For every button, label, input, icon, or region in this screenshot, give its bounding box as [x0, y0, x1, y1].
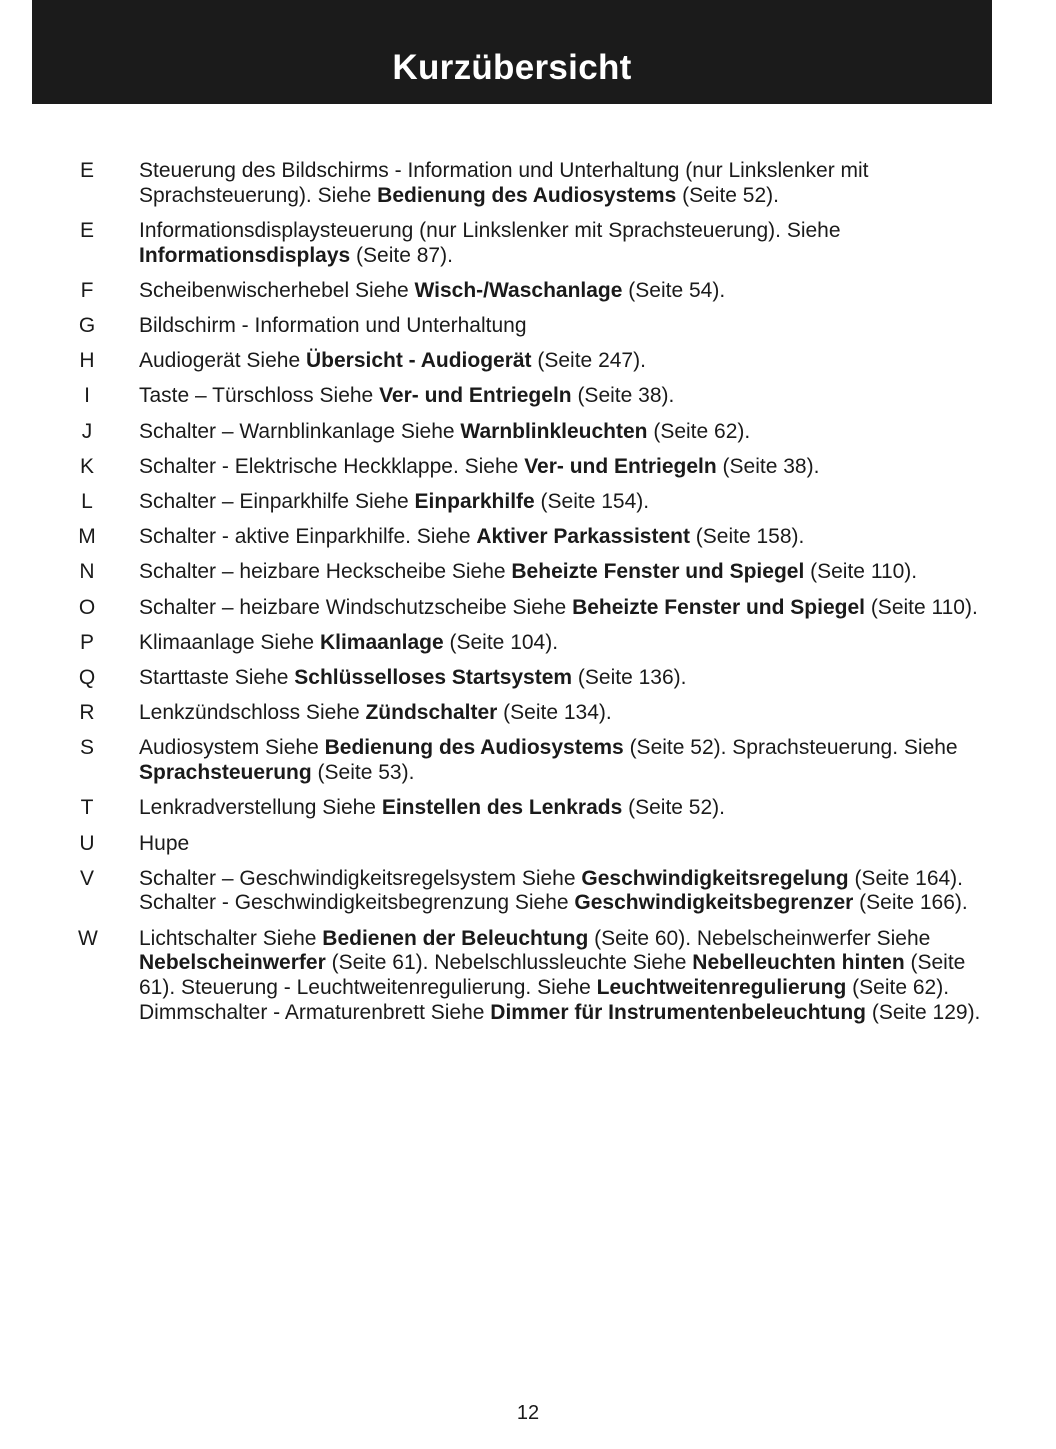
- description-text: Taste – Türschloss Siehe: [139, 384, 380, 408]
- legend-description: [139, 736, 984, 785]
- description-text: (Seite 61). Nebelschlussleuchte Siehe: [325, 951, 693, 975]
- legend-description: [139, 596, 984, 621]
- legend-entry: [0, 631, 1056, 656]
- description-text: Klimaanlage Siehe: [139, 630, 320, 654]
- cross-reference-title: Bedienung des Audiosystems: [324, 736, 624, 760]
- legend-list: [0, 159, 1056, 1036]
- legend-letter-label: N: [79, 560, 95, 584]
- page-number: 12: [516, 1402, 540, 1424]
- legend-entry: [0, 384, 1056, 409]
- legend-letter-label: S: [79, 736, 94, 760]
- legend-entry: [0, 832, 1056, 857]
- cross-reference-title: Beheizte Fenster und Spiegel: [511, 560, 805, 584]
- page-title: Kurzübersicht: [392, 48, 632, 87]
- legend-entry: [0, 701, 1056, 726]
- legend-letter: [0, 159, 96, 208]
- legend-letter-label: P: [79, 630, 94, 654]
- description-text: Lenkradverstellung Siehe: [139, 796, 382, 820]
- description-text: Steuerung des Bildschirms - Information und Unterhaltung (nur Linkslenker mit Sprachsteuerung). Siehe: [139, 159, 869, 207]
- legend-description: [139, 832, 984, 857]
- cross-reference-title: Beheizte Fenster und Spiegel: [572, 595, 865, 619]
- legend-letter: [0, 631, 96, 656]
- legend-entry: [0, 596, 1056, 621]
- legend-entry: [0, 560, 1056, 585]
- legend-letter: [0, 455, 96, 480]
- description-text: (Seite 129).: [866, 1000, 981, 1024]
- description-text: Audiogerät Siehe: [139, 349, 306, 373]
- legend-letter-label: F: [80, 278, 94, 302]
- legend-letter: [0, 384, 96, 409]
- description-text: (Seite 54).: [622, 278, 726, 302]
- description-text: (Seite 52).: [676, 183, 779, 207]
- legend-description: [139, 525, 984, 550]
- legend-description: [139, 490, 984, 515]
- legend-letter: [0, 596, 96, 621]
- cross-reference-title: Zündschalter: [365, 701, 498, 725]
- legend-letter: [0, 666, 96, 691]
- description-text: Schalter – heizbare Heckscheibe Siehe: [139, 560, 512, 584]
- cross-reference-title: Geschwindigkeitsbegrenzer: [574, 891, 854, 915]
- legend-entry: [0, 867, 1056, 916]
- cross-reference-title: Einstellen des Lenkrads: [381, 796, 623, 820]
- cross-reference-title: Aktiver Parkassistent: [476, 525, 690, 549]
- legend-description: [139, 349, 984, 374]
- legend-entry: [0, 736, 1056, 785]
- legend-description: [139, 631, 984, 656]
- legend-letter-label: V: [79, 866, 94, 890]
- legend-description: [139, 159, 984, 208]
- legend-letter-label: U: [79, 831, 95, 855]
- cross-reference-title: Geschwindigkeitsregelung: [581, 866, 849, 890]
- legend-entry: [0, 314, 1056, 339]
- description-text: (Seite 38).: [716, 454, 820, 478]
- description-text: Starttaste Siehe: [139, 666, 295, 690]
- description-text: Schalter – Warnblinkanlage Siehe: [139, 419, 461, 443]
- legend-description: [139, 796, 984, 821]
- legend-letter: [0, 420, 96, 445]
- legend-entry: [0, 927, 1056, 1026]
- description-text: (Seite 154).: [534, 490, 650, 514]
- legend-entry: [0, 219, 1056, 268]
- cross-reference-title: Dimmer für Instrumentenbeleuchtung: [490, 1000, 866, 1024]
- description-text: (Seite 164). Schalter - Geschwindigkeitsbegrenzung Siehe: [139, 866, 964, 915]
- description-text: Audiosystem Siehe: [139, 736, 325, 760]
- legend-entry: [0, 455, 1056, 480]
- legend-description: [139, 314, 984, 339]
- legend-letter-label: Q: [78, 666, 96, 690]
- legend-entry: [0, 796, 1056, 821]
- cross-reference-title: Nebelleuchten hinten: [692, 951, 905, 975]
- legend-letter: [0, 349, 96, 374]
- description-text: Lenkzündschloss Siehe: [139, 701, 366, 725]
- legend-description: [139, 455, 984, 480]
- legend-letter: [0, 867, 96, 916]
- description-text: (Seite 110).: [804, 560, 918, 584]
- legend-letter-label: O: [78, 595, 96, 619]
- description-text: (Seite 52). Sprachsteuerung. Siehe: [623, 736, 958, 760]
- legend-letter-label: I: [84, 384, 90, 408]
- description-text: (Seite 52).: [622, 796, 725, 820]
- cross-reference-title: Nebelscheinwerfer: [139, 951, 326, 975]
- description-text: Schalter - aktive Einparkhilfe. Siehe: [139, 525, 477, 549]
- cross-reference-title: Bedienen der Beleuchtung: [322, 926, 589, 950]
- legend-description: [139, 867, 984, 916]
- legend-description: [139, 420, 984, 445]
- description-text: Schalter – Einparkhilfe Siehe: [139, 490, 415, 514]
- description-text: (Seite 166).: [853, 891, 968, 915]
- page-header-bar: [32, 0, 992, 104]
- legend-description: [139, 279, 984, 304]
- description-text: (Seite 87).: [350, 243, 453, 267]
- description-text: (Seite 104).: [443, 630, 559, 654]
- legend-letter-label: W: [78, 926, 98, 950]
- cross-reference-title: Sprachsteuerung: [139, 761, 312, 785]
- description-text: (Seite 60). Nebelscheinwerfer Siehe: [588, 926, 931, 950]
- legend-description: [139, 560, 984, 585]
- legend-entry: [0, 490, 1056, 515]
- legend-letter-label: T: [80, 796, 94, 820]
- cross-reference-title: Informationsdisplays: [139, 243, 351, 267]
- description-text: (Seite 136).: [572, 666, 687, 690]
- legend-letter: [0, 219, 96, 268]
- description-text: (Seite 134).: [497, 701, 612, 725]
- legend-description: [139, 701, 984, 726]
- cross-reference-title: Bedienung des Audiosystems: [377, 183, 677, 207]
- legend-letter-label: H: [79, 349, 95, 373]
- cross-reference-title: Klimaanlage: [319, 630, 444, 654]
- description-text: (Seite 62). Dimmschalter - Armaturenbrett Siehe: [139, 976, 950, 1024]
- description-text: Scheibenwischerhebel Siehe: [139, 278, 415, 302]
- legend-letter-label: G: [78, 314, 96, 338]
- description-text: (Seite 158).: [689, 525, 805, 549]
- legend-description: [139, 384, 984, 409]
- description-text: Hupe: [139, 831, 190, 855]
- legend-description: [139, 219, 984, 268]
- legend-description: [139, 666, 984, 691]
- cross-reference-title: Wisch-/Waschanlage: [414, 278, 623, 302]
- legend-letter-label: L: [81, 490, 93, 514]
- legend-letter: [0, 736, 96, 785]
- cross-reference-title: Ver- und Entriegeln: [524, 454, 717, 478]
- legend-letter: [0, 927, 96, 1026]
- description-text: Schalter – Geschwindigkeitsregelsystem Siehe: [139, 866, 582, 890]
- description-text: Informationsdisplaysteuerung (nur Linkslenker mit Sprachsteuerung). Siehe: [139, 218, 841, 242]
- legend-letter-label: M: [78, 525, 96, 549]
- description-text: Schalter – heizbare Windschutzscheibe Siehe: [139, 595, 573, 619]
- legend-letter: [0, 525, 96, 550]
- legend-letter-label: K: [79, 454, 94, 478]
- cross-reference-title: Übersicht - Audiogerät: [305, 349, 532, 373]
- cross-reference-title: Schlüsselloses Startsystem: [294, 666, 573, 690]
- legend-letter-label: R: [79, 701, 95, 725]
- legend-letter: [0, 490, 96, 515]
- legend-letter-label: E: [79, 218, 94, 242]
- legend-entry: [0, 349, 1056, 374]
- description-text: (Seite 247).: [531, 349, 646, 373]
- legend-letter: [0, 314, 96, 339]
- cross-reference-title: Einparkhilfe: [414, 490, 535, 514]
- cross-reference-title: Leuchtweitenregulierung: [596, 976, 847, 1000]
- cross-reference-title: Warnblinkleuchten: [460, 419, 648, 443]
- description-text: (Seite 38).: [571, 384, 675, 408]
- description-text: (Seite 110).: [864, 595, 978, 619]
- description-text: (Seite 62).: [647, 419, 751, 443]
- cross-reference-title: Ver- und Entriegeln: [379, 384, 572, 408]
- legend-entry: [0, 159, 1056, 208]
- description-text: (Seite 61). Steuerung - Leuchtweitenregulierung. Siehe: [139, 951, 966, 1000]
- legend-entry: [0, 420, 1056, 445]
- legend-description: [139, 927, 984, 1026]
- legend-letter: [0, 560, 96, 585]
- legend-entry: [0, 666, 1056, 691]
- legend-entry: [0, 525, 1056, 550]
- legend-letter: [0, 701, 96, 726]
- description-text: Bildschirm - Information und Unterhaltung: [139, 314, 527, 338]
- description-text: Lichtschalter Siehe: [139, 926, 323, 950]
- description-text: (Seite 53).: [311, 761, 415, 785]
- legend-letter: [0, 796, 96, 821]
- legend-entry: [0, 279, 1056, 304]
- description-text: Schalter - Elektrische Heckklappe. Siehe: [139, 454, 525, 478]
- legend-letter: [0, 832, 96, 857]
- legend-letter: [0, 279, 96, 304]
- legend-letter-label: J: [81, 419, 93, 443]
- legend-letter-label: E: [79, 159, 94, 182]
